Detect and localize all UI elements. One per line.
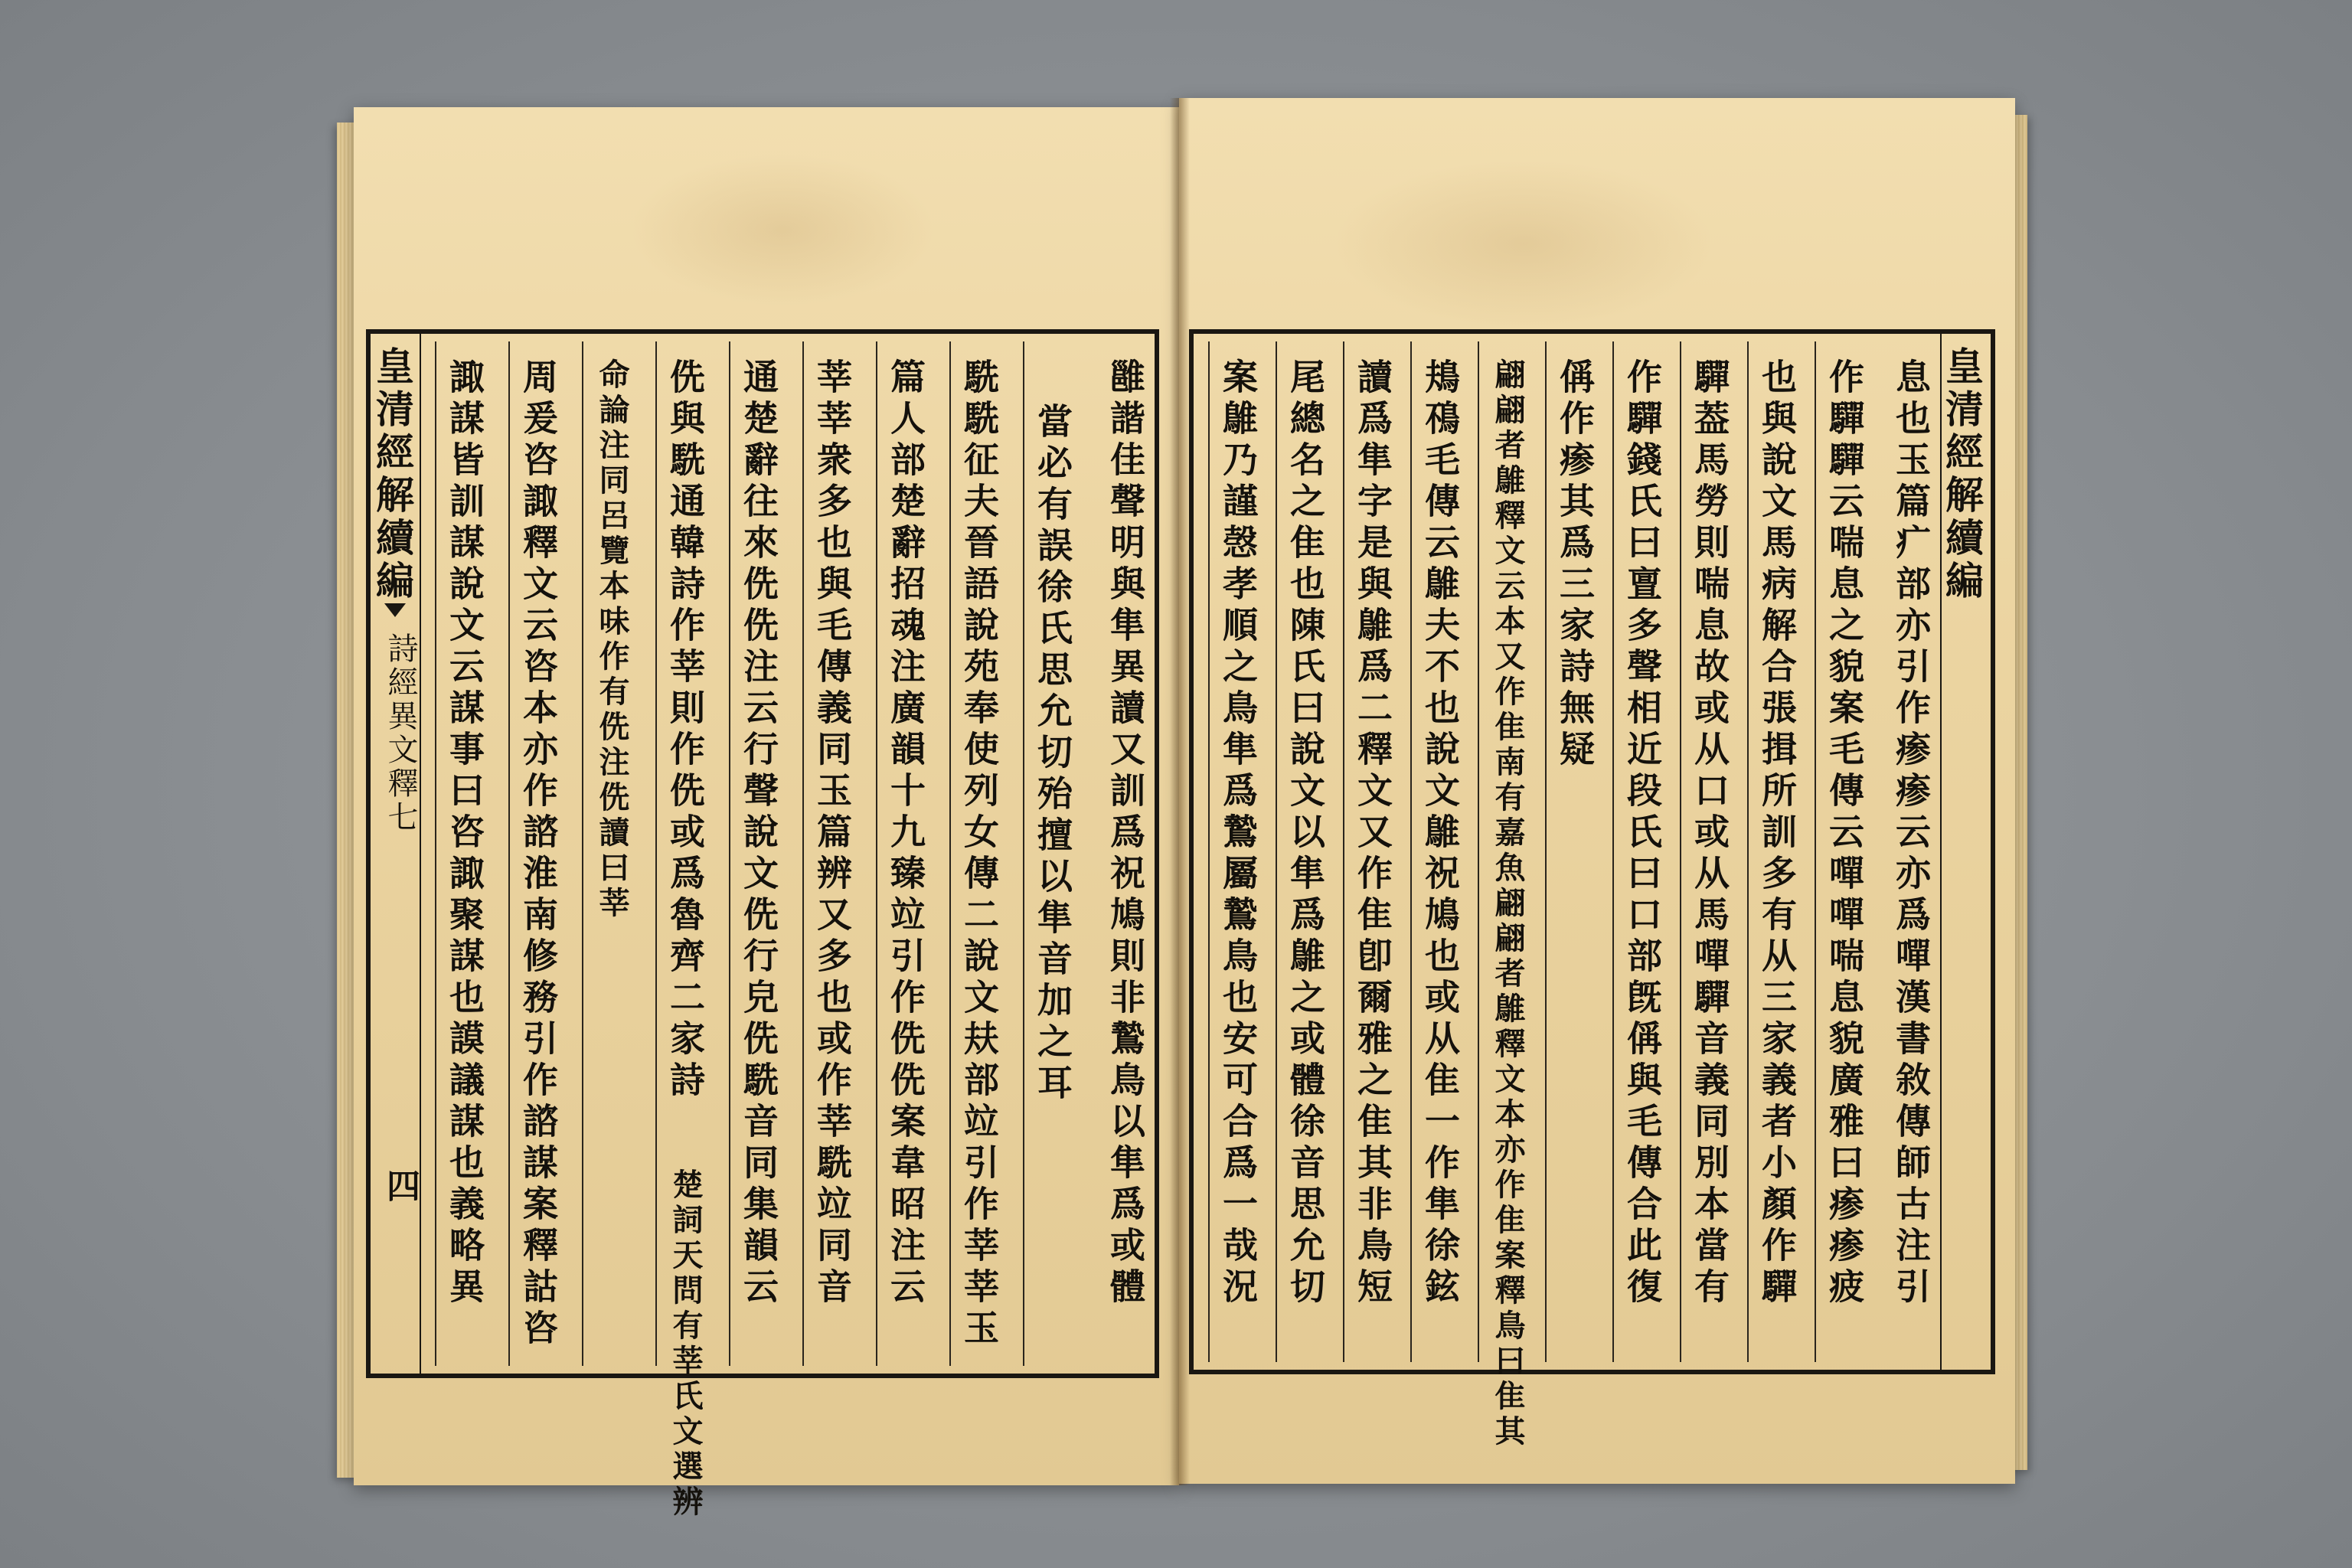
- text-column: 作驒驒云喘息之貌案毛傳云嘽嘽喘息貌廣雅曰瘆瘆疲: [1815, 341, 1873, 1362]
- text-column: 作驒錢氏曰亶多聲相近段氏曰口部旣偁與毛傳合此復: [1612, 341, 1671, 1362]
- text-column: 也與說文馬病解合張揖所訓多有从三家義者小顏作驒: [1747, 341, 1805, 1362]
- left-margin-section: 詩經異文釋七: [383, 632, 418, 835]
- text-column: 駪駪征夫晉語說苑奉使列女傳二說文㚘部竝引作莘莘玉: [949, 341, 1008, 1366]
- text-column: 侁與駪通韓詩作莘則作侁或爲魯齊二家詩 楚詞天問有莘氏文選辨: [655, 341, 714, 1366]
- text-column: 篇人部楚辭招魂注廣韻十九臻竝引作侁侁案韋昭注云: [876, 341, 934, 1366]
- paper-stain: [629, 153, 936, 306]
- inline-note: 命論注同呂覽本味作有侁注侁讀曰莘: [594, 358, 630, 922]
- right-text-frame: [1189, 329, 1995, 1450]
- leaf-number: 四: [381, 1168, 420, 1202]
- text-column: 息也玉篇疒部亦引作瘆瘆云亦爲嘽漢書敘傳師古注引: [1890, 358, 1932, 1309]
- left-text-frame: [366, 329, 1159, 1521]
- book-gutter: [1170, 98, 1190, 1485]
- text-column: 諏謀皆訓謀說文云謀事曰咨諏聚謀也謨議謀也義略異: [435, 341, 493, 1366]
- text-column: [582, 341, 640, 1366]
- paper-stain: [1332, 159, 1715, 328]
- right-margin-title: 皇清經解續編: [1939, 346, 1984, 603]
- text-column: 當必有誤徐氏思允切殆擅以隼音加之耳: [1023, 341, 1081, 1366]
- fishtail-ornament: [384, 603, 406, 617]
- text-column: 鳺鴀毛傳云鵻夫不也說文鵻祝鳩也或从隹一作隼徐鉉: [1410, 341, 1468, 1362]
- text-column: 尾總名之隹也陳氏曰說文以隼爲鵻之或體徐音思允切: [1276, 341, 1334, 1362]
- text-column: 通楚辭往來侁侁注云行聲說文侁行皃侁駪音同集韻云: [729, 341, 787, 1366]
- right-columns: [1194, 341, 1940, 1450]
- text-column: 案鵻乃謹愨孝順之鳥隼爲鷙屬鷙鳥也安可合爲一哉況: [1208, 341, 1266, 1362]
- text-column: 翩翩者鵻釋文云本又作隹南有嘉魚翩翩者鵻釋文本亦作隹案釋鳥曰隹其: [1478, 341, 1536, 1362]
- left-columns: [421, 341, 1155, 1521]
- text-column: 周爰咨諏釋文云咨本亦作諮淮南修務引作諮謀案釋詁咨: [508, 341, 567, 1366]
- text-column: 驒葢馬勞則喘息故或从口或从馬嘽驒音義同別本當有: [1680, 341, 1738, 1362]
- text-column: 讀爲隼字是與鵻爲二釋文又作隹卽爾雅之隹其非鳥短: [1343, 341, 1401, 1362]
- left-margin-title: 皇清經解續編: [370, 346, 415, 603]
- text-column: 雝諧佳聲明與隼異讀又訓爲祝鳩則非鷙鳥以隼爲或體: [1105, 358, 1146, 1309]
- text-column: 偁作瘆其爲三家詩無疑: [1545, 341, 1603, 1362]
- text-column: 莘莘衆多也與毛傳義同玉篇辨又多也或作莘駪竝同音: [802, 341, 861, 1366]
- inline-note: 楚詞天問有莘氏文選辨: [668, 1168, 704, 1521]
